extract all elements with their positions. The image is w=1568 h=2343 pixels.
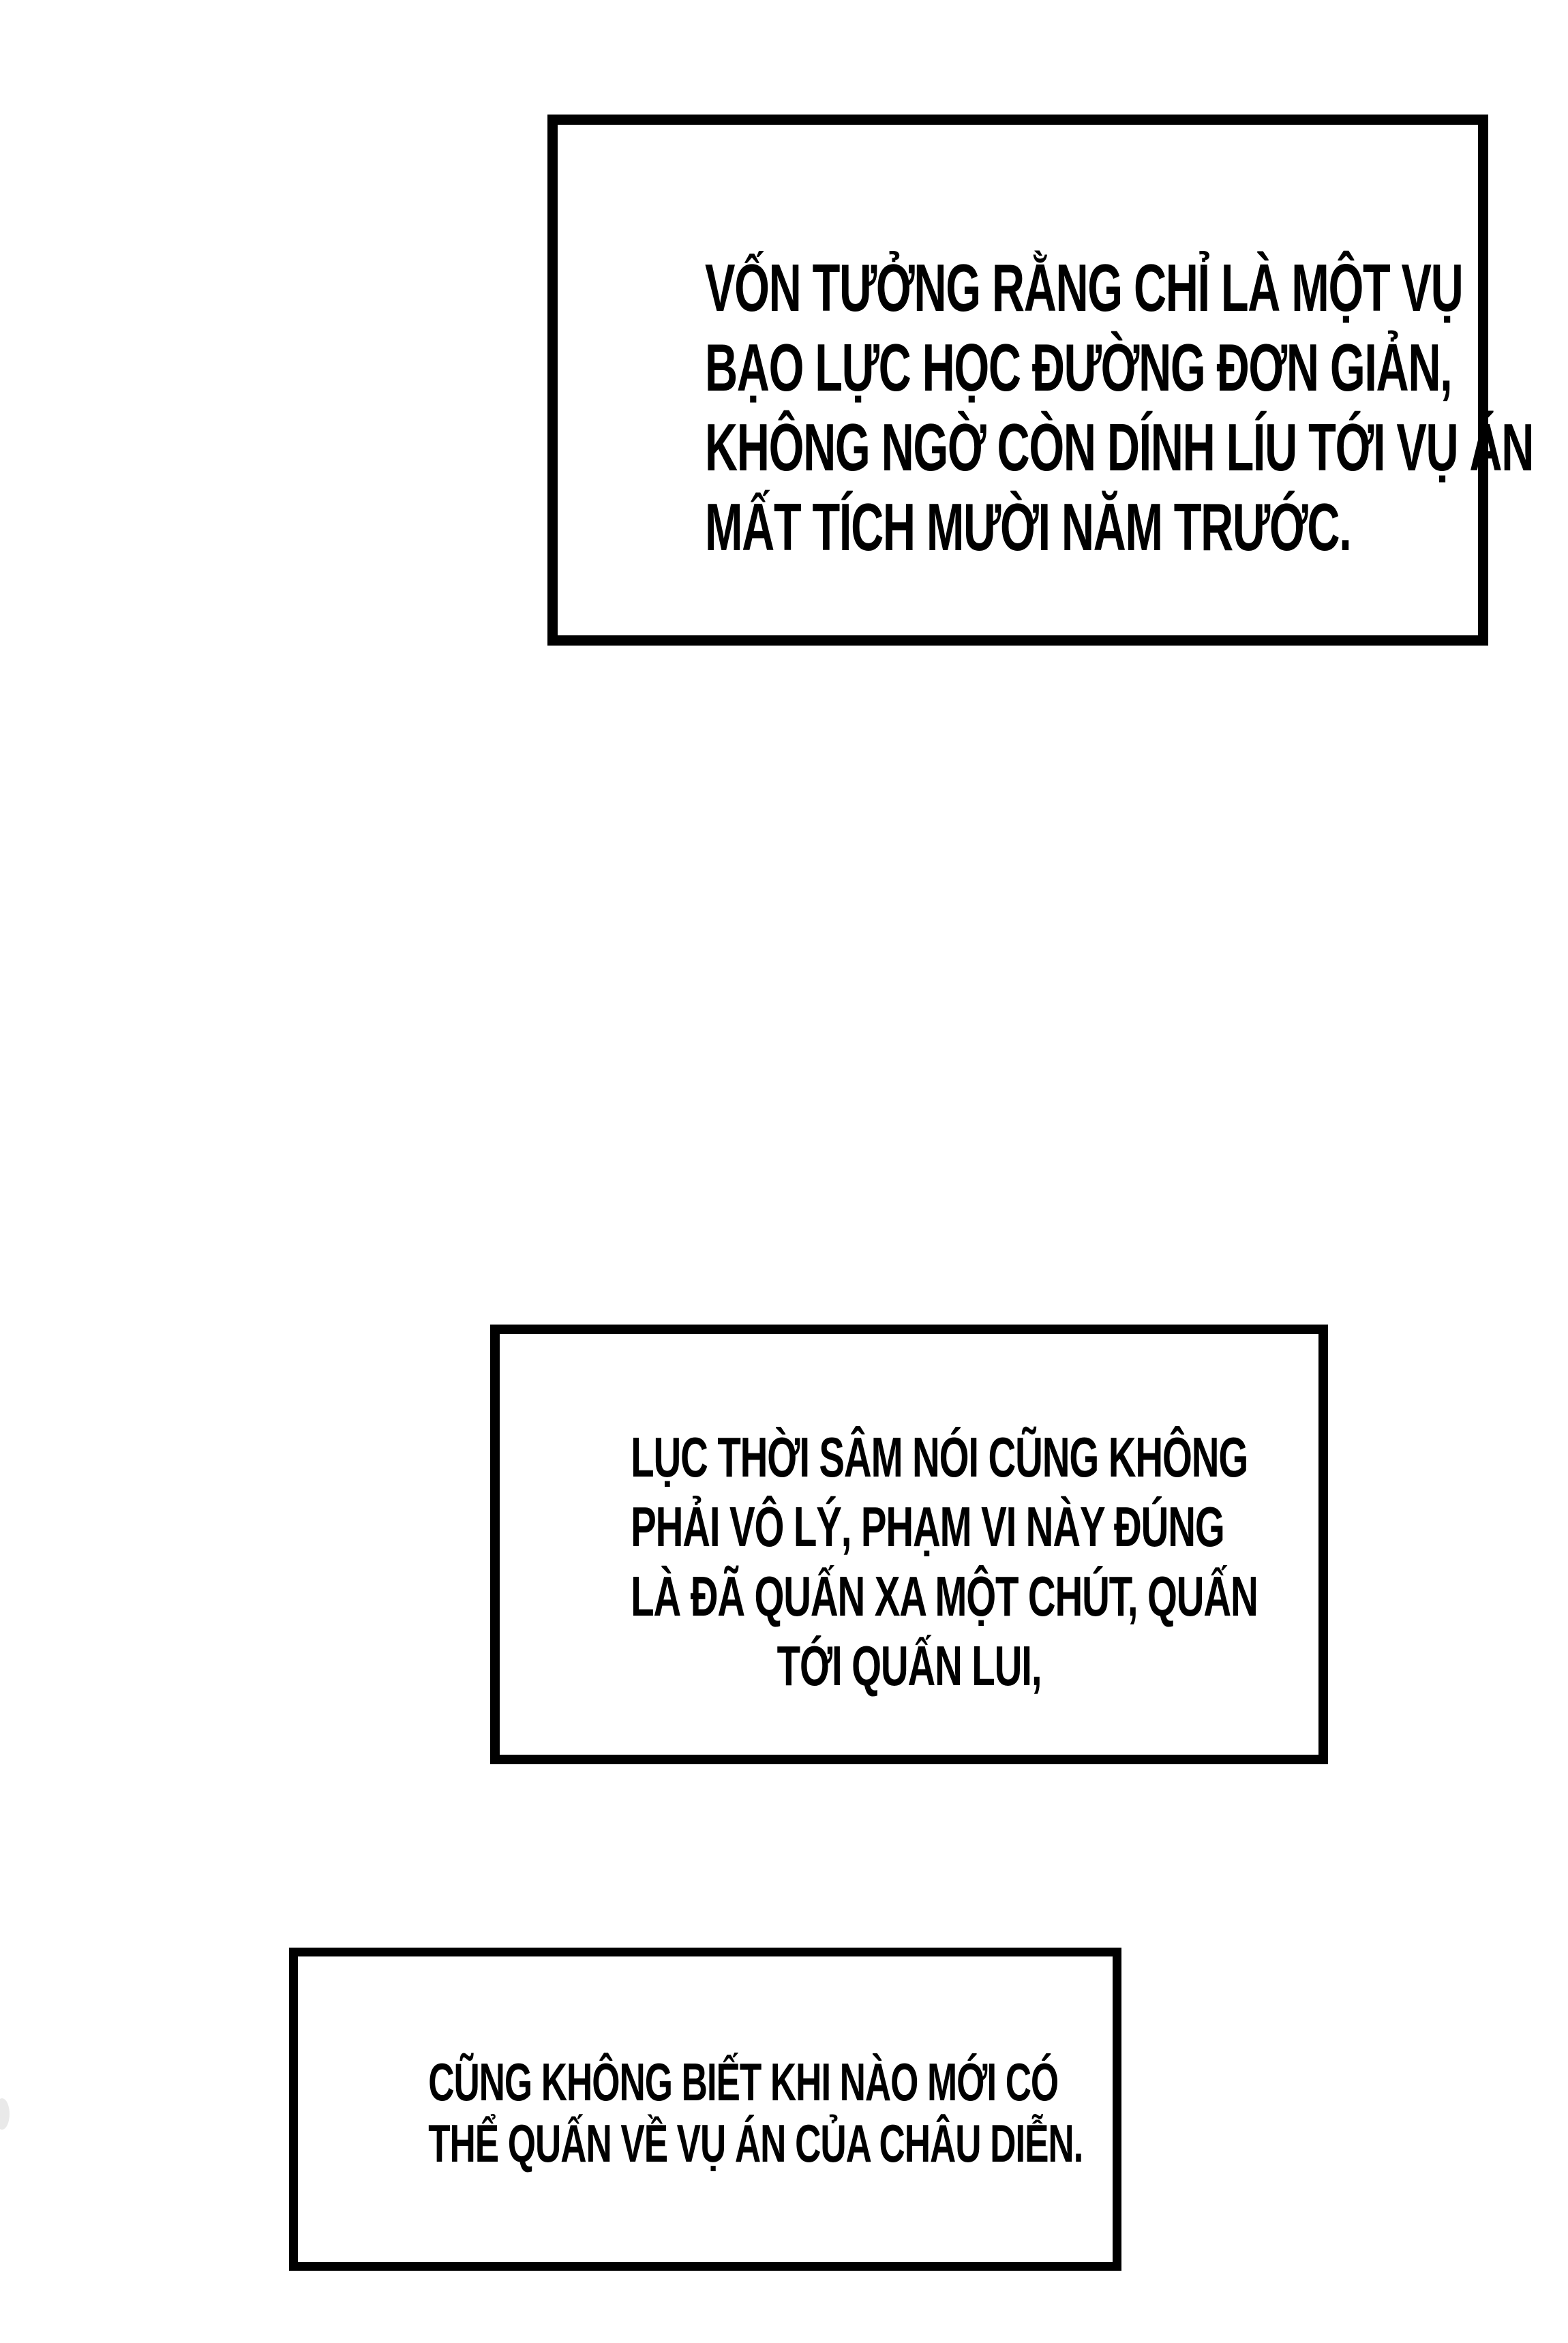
text-line: MẤT TÍCH MƯỜI NĂM TRƯỚC. xyxy=(705,489,1351,564)
text-line: LỤC THỜI SÂM NÓI CŨNG KHÔNG xyxy=(631,1425,1248,1489)
narration-text-2 xyxy=(631,1389,1258,1701)
page-edge-artifact xyxy=(0,2098,10,2130)
narration-box-3 xyxy=(289,1948,1121,2271)
text-line: VỐN TƯỞNG RẰNG CHỈ LÀ MỘT VỤ xyxy=(705,250,1463,325)
text-line: THỂ QUẤN VỀ VỤ ÁN CỦA CHÂU DIỄN. xyxy=(428,2113,1083,2173)
narration-text-1 xyxy=(705,194,1534,567)
text-line: CŨNG KHÔNG BIẾT KHI NÀO MỚI CÓ xyxy=(428,2052,1059,2112)
narration-text-3 xyxy=(428,2044,1083,2174)
text-line: BẠO LỰC HỌC ĐƯỜNG ĐƠN GIẢN, xyxy=(705,329,1452,405)
narration-box-1 xyxy=(547,115,1534,646)
text-line: LÀ ĐÃ QUẤN XA MỘT CHÚT, QUẤN xyxy=(631,1564,1258,1628)
text-line: PHẢI VÔ LÝ, PHẠM VI NÀY ĐÚNG xyxy=(631,1494,1224,1558)
text-line: TỚI QUẤN LUI, xyxy=(777,1633,1042,1697)
text-line: KHÔNG NGỜ CÒN DÍNH LÍU TỚI VỤ ÁN xyxy=(705,409,1534,485)
narration-box-2 xyxy=(490,1325,1328,1764)
